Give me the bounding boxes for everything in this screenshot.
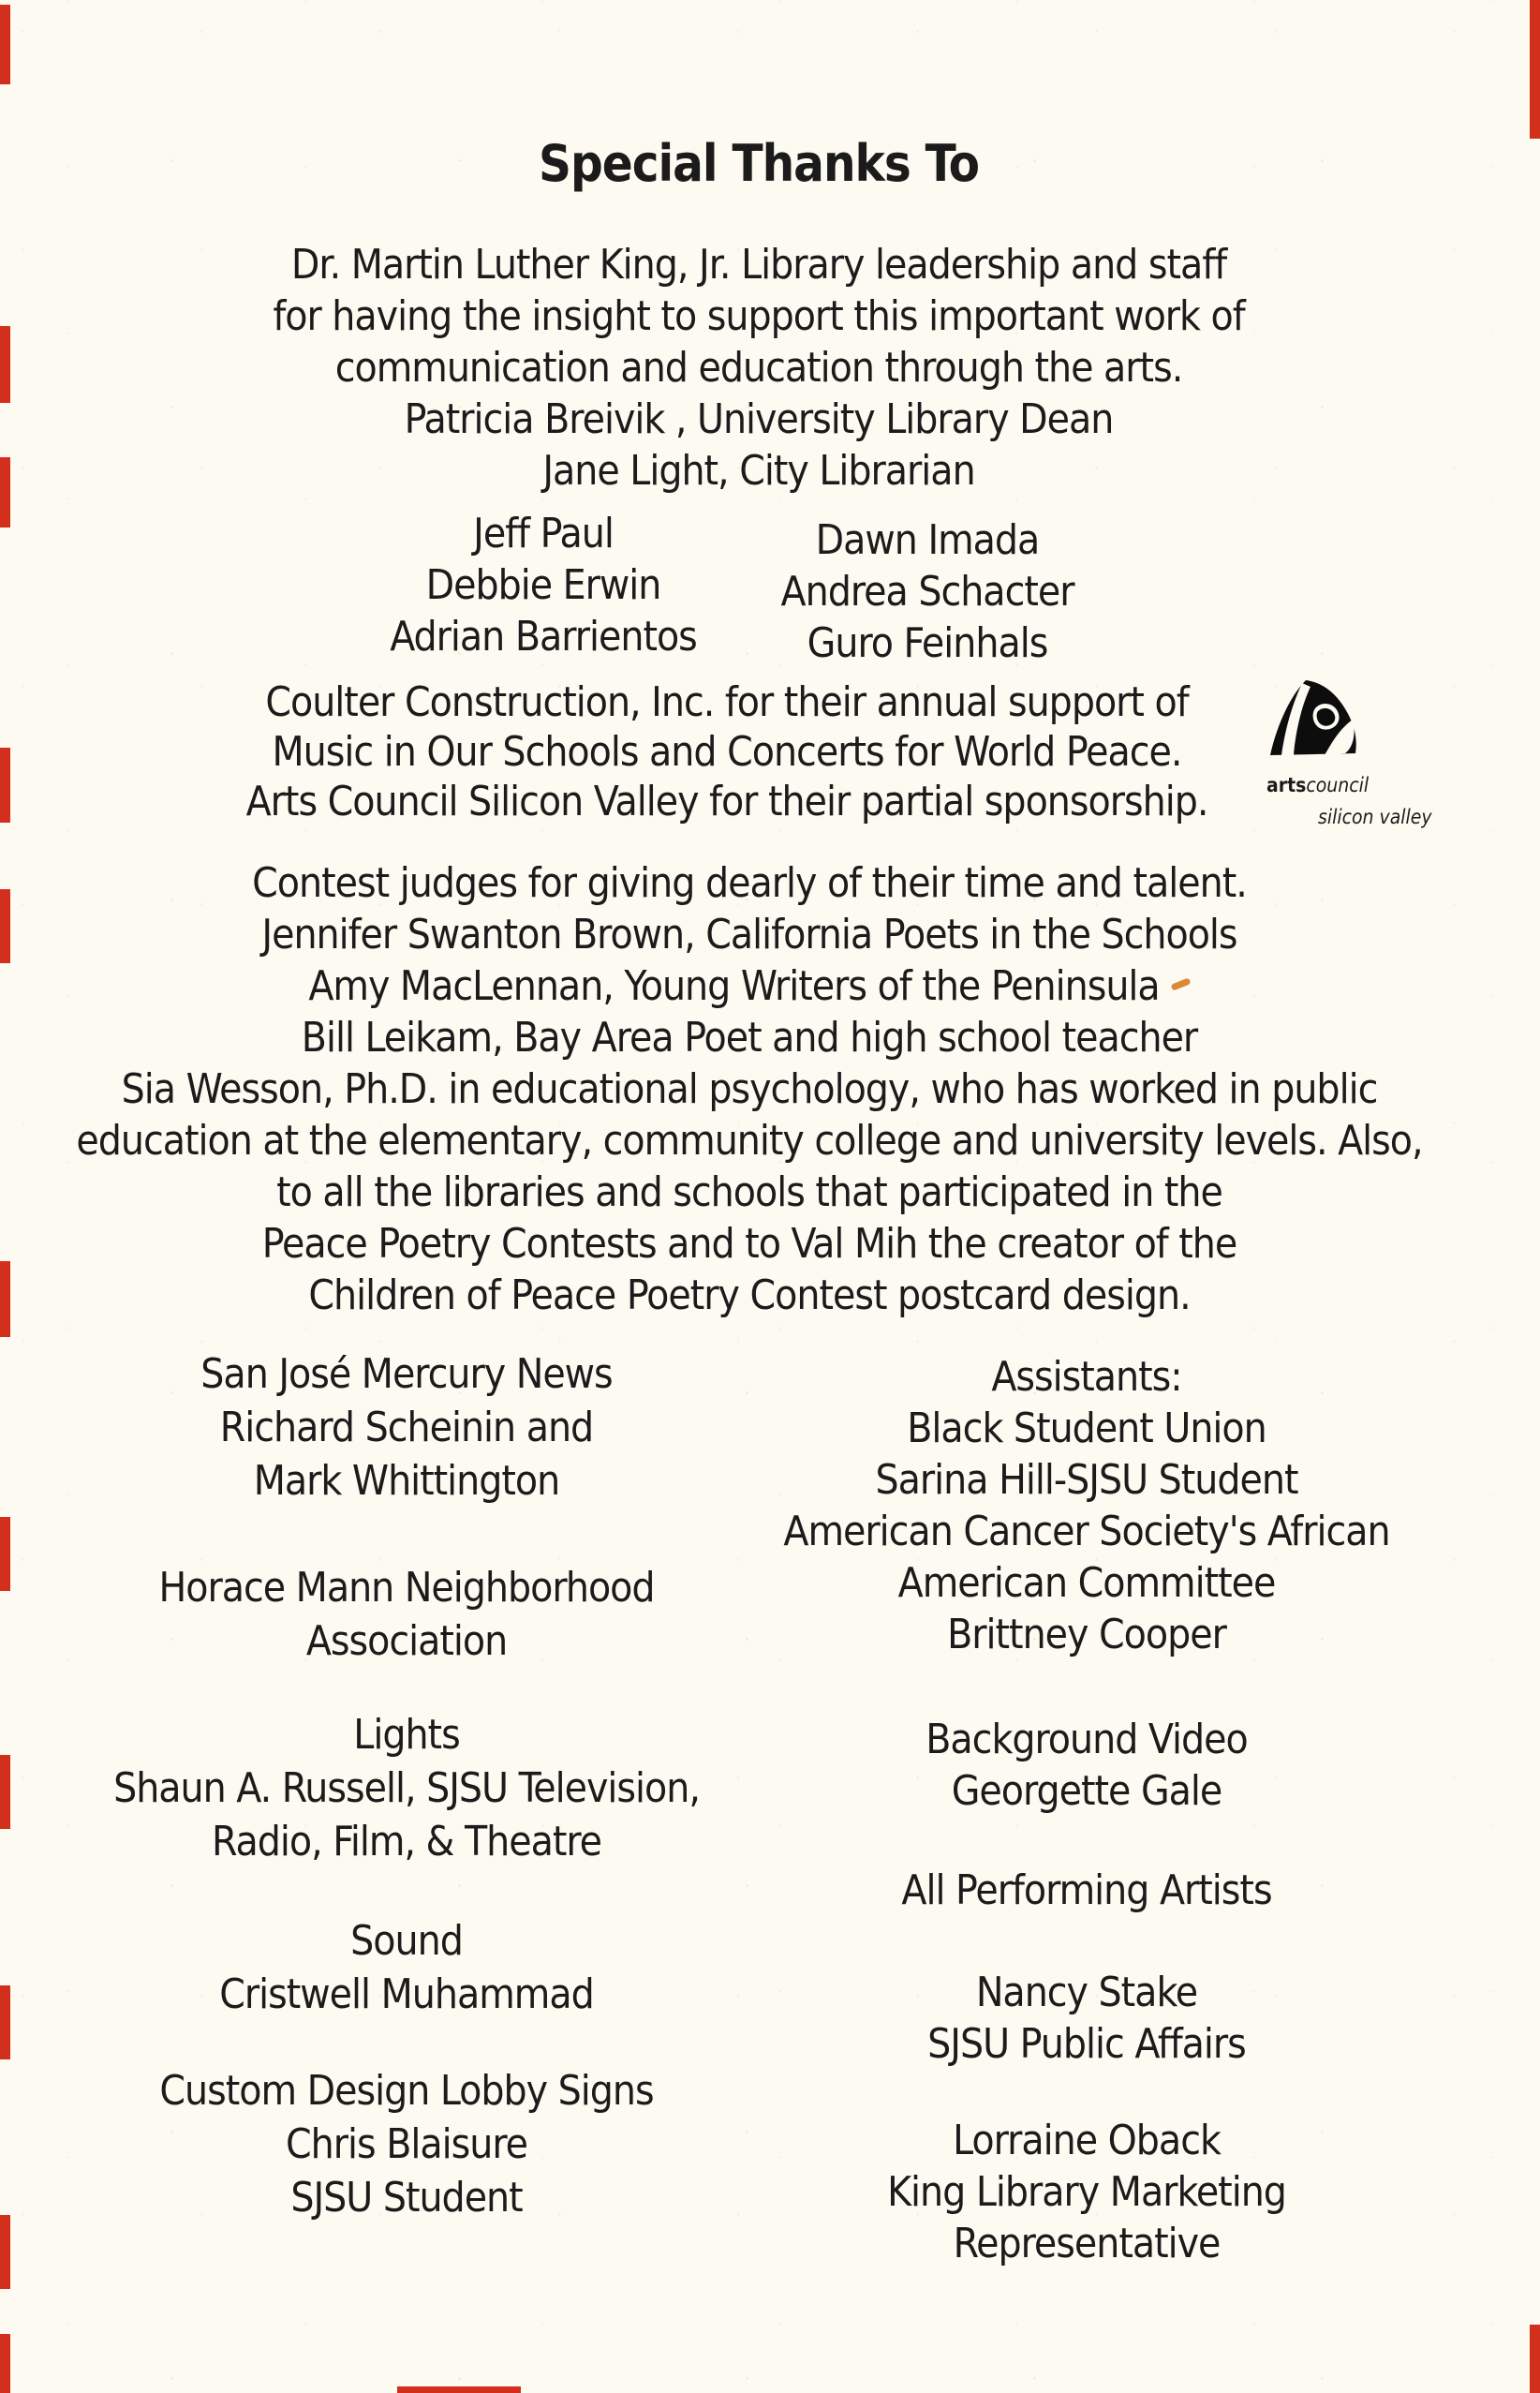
credit-line: education at the elementary, community college and university levels. Also, — [76, 1117, 1423, 1165]
group-public-affairs — [712, 1967, 1461, 2070]
credit-line: Black Student Union — [907, 1405, 1266, 1452]
credit-line: American Cancer Society's African — [783, 1508, 1390, 1555]
group-assistants — [712, 1351, 1461, 1660]
credit-line: Jane Light, City Librarian — [542, 447, 975, 495]
credit-line: Jennifer Swanton Brown, California Poets in the Schools — [261, 911, 1237, 959]
scan-mark — [0, 2334, 10, 2393]
credit-line: Arts Council Silicon Valley for their partial sponsorship. — [245, 778, 1208, 825]
credit-line: American Committee — [897, 1559, 1276, 1607]
staff-name: Debbie Erwin — [425, 561, 661, 609]
credit-line: Background Video — [925, 1716, 1248, 1763]
logo-word-arts: arts — [1266, 774, 1307, 796]
arts-council-brush-mark — [1266, 680, 1360, 757]
credit-line: Brittney Cooper — [947, 1611, 1226, 1658]
credit-line: Nancy Stake — [975, 1969, 1198, 2016]
group-sound — [32, 1914, 781, 2021]
credit-line: Cristwell Muhammad — [219, 1970, 594, 2018]
group-background-video — [712, 1714, 1461, 1817]
credit-line: Association — [305, 1617, 508, 1665]
intro-block — [9, 239, 1508, 497]
scan-mark — [397, 2386, 521, 2393]
credit-line: for having the insight to support this important work of — [273, 292, 1245, 340]
logo-wordmark — [1266, 774, 1482, 796]
credit-line: Contest judges for giving dearly of their time and talent. — [252, 859, 1247, 907]
scan-mark — [1530, 2325, 1540, 2393]
scan-mark — [0, 1517, 10, 1591]
credit-line: Chris Blaisure — [286, 2120, 527, 2168]
credit-line: Sarina Hill-SJSU Student — [875, 1456, 1298, 1504]
page-title: Special Thanks To — [538, 134, 980, 193]
credit-line: Richard Scheinin and — [219, 1404, 594, 1451]
scan-mark — [0, 1755, 10, 1829]
credit-line: SJSU Public Affairs — [927, 2020, 1246, 2068]
staff-name: Dawn Imada — [815, 516, 1040, 564]
credit-line: Children of Peace Poetry Contest postcard design. — [308, 1271, 1191, 1319]
credit-line: communication and education through the arts. — [334, 344, 1183, 392]
credit-line: Mark Whittington — [253, 1457, 560, 1505]
credit-line: Coulter Construction, Inc. for their annual support of — [265, 678, 1189, 726]
credit-line: Custom Design Lobby Signs — [159, 2067, 654, 2115]
group-performing-artists — [712, 1865, 1461, 1916]
credit-line: Representative — [953, 2220, 1221, 2267]
staff-name: Guro Feinhals — [807, 619, 1048, 667]
credit-line-text: Amy MacLennan, Young Writers of the Peninsula — [308, 962, 1160, 1010]
group-lights — [32, 1708, 781, 1868]
credit-line: Music in Our Schools and Concerts for World Peace. — [272, 728, 1182, 776]
staff-names-right — [553, 514, 1302, 669]
credit-line — [0, 960, 1499, 1012]
credit-line: Peace Poetry Contests and to Val Mih the creator of the — [261, 1220, 1237, 1268]
credit-line: SJSU Student — [290, 2174, 523, 2222]
scan-mark — [1530, 0, 1540, 139]
group-mercury-news — [32, 1347, 781, 1508]
credit-line: King Library Marketing — [887, 2168, 1286, 2216]
staff-name: Adrian Barrientos — [390, 613, 697, 661]
credit-line: Lights — [353, 1711, 460, 1759]
credit-line: to all the libraries and schools that participated in the — [276, 1168, 1222, 1216]
credit-line: Shaun A. Russell, SJSU Television, — [113, 1764, 700, 1812]
staff-name: Andrea Schacter — [780, 568, 1074, 616]
logo-word-council: council — [1306, 774, 1370, 796]
scan-mark — [0, 5, 10, 84]
credit-line: Horace Mann Neighborhood — [158, 1564, 655, 1612]
logo-silicon-valley: silicon valley — [1318, 806, 1432, 828]
orange-pen-mark — [1170, 977, 1191, 990]
scan-mark — [0, 2215, 10, 2289]
credit-line: San José Mercury News — [200, 1350, 613, 1398]
credit-line: Sia Wesson, Ph.D. in educational psychology, who has worked in public — [121, 1065, 1378, 1113]
credit-line: Sound — [350, 1917, 463, 1965]
group-lobby-signs — [32, 2064, 781, 2224]
credit-line: Lorraine Oback — [953, 2117, 1221, 2164]
credit-line: Assistants: — [991, 1353, 1182, 1401]
credit-line: All Performing Artists — [901, 1866, 1272, 1914]
credit-line: Dr. Martin Luther King, Jr. Library leadership and staff — [290, 241, 1227, 289]
judges-block — [0, 857, 1499, 1321]
group-library-marketing — [712, 2115, 1461, 2269]
credit-line: Bill Leikam, Bay Area Poet and high school teacher — [301, 1014, 1198, 1062]
credit-line: Radio, Film, & Theatre — [211, 1818, 602, 1865]
sponsor-block — [0, 677, 1454, 826]
scan-mark — [0, 1985, 10, 2059]
credit-line: Georgette Gale — [951, 1767, 1222, 1815]
arts-council-logo — [1266, 680, 1482, 828]
credit-line: Patricia Breivik , University Library Dean — [404, 395, 1114, 443]
group-horace-mann — [32, 1561, 781, 1668]
staff-name: Jeff Paul — [473, 510, 614, 557]
